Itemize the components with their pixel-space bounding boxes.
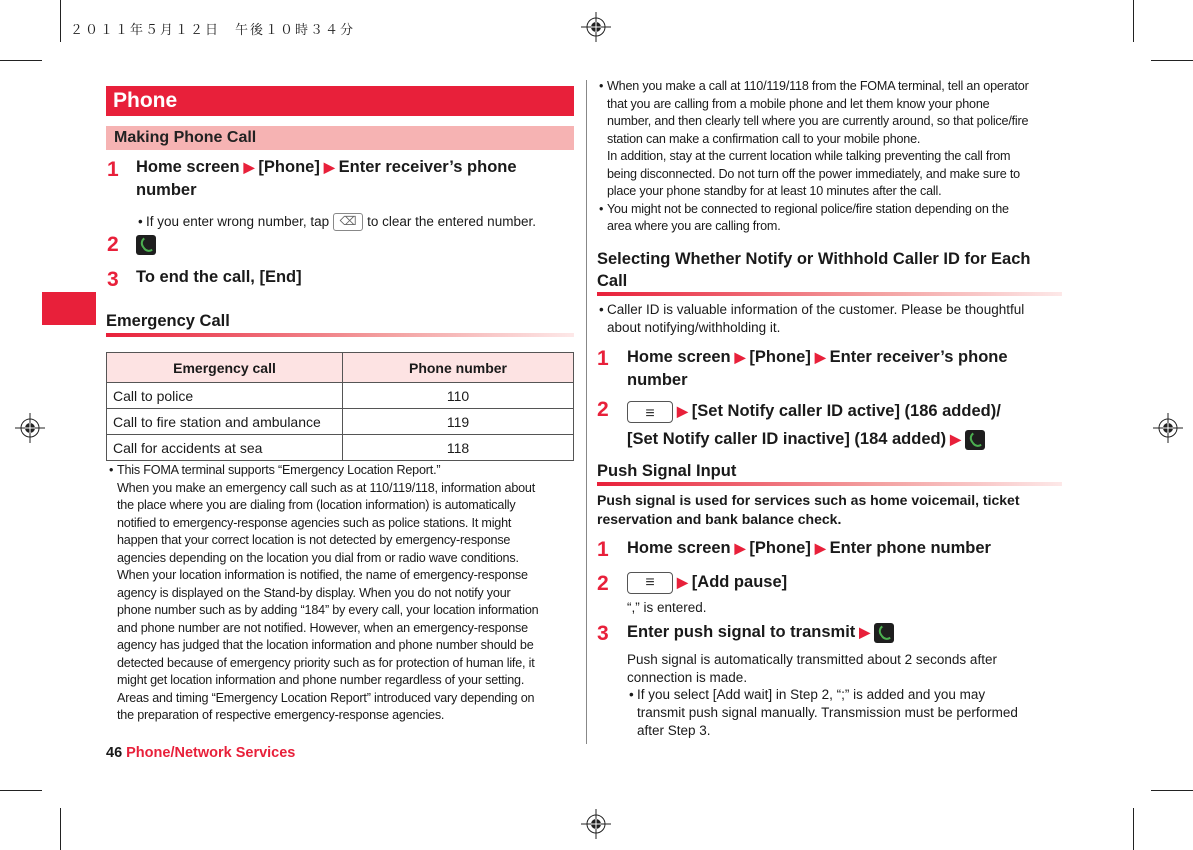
note-line: place your phone standby for at least 10 minutes after the call. [607,184,942,198]
note-line: • When you make a call at 110/119/118 from the FOMA terminal, tell an operator [607,78,1077,96]
section-side-tab [42,292,96,325]
section-rule [597,292,1062,296]
caller-id-note [607,301,1067,337]
crop-mark [60,0,61,42]
note-line: When your location information is notified, the name of emergency-response [117,568,528,582]
step-3-text: To end the call, [End] [136,268,302,286]
step-2-content [136,235,156,255]
registration-mark-icon [581,809,611,839]
registration-mark-icon [1153,413,1183,443]
step-text-part: Enter phone number [829,539,991,557]
note-line: area where you are calling from. [607,219,781,233]
note-line: In addition, stay at the current location while talking preventing the call from [607,149,1011,163]
push-step-1-text [627,537,991,560]
step-text-part: Home screen [627,539,731,557]
step-text-part: [Set Notify caller ID active] (186 added)/ [691,402,1001,420]
push-step-3-text [627,621,894,644]
note-line: that you are calling from a mobile phone and let them know your phone [607,96,990,111]
arrow-right-icon: ▶ [734,349,746,365]
arrow-right-icon: ▶ [677,403,688,419]
crop-mark [1151,790,1193,791]
arrow-right-icon: ▶ [859,624,871,640]
section-title-emergency: Emergency Call [106,312,230,330]
page-number: 46 [106,745,123,761]
note-line: number, and then clearly tell where you are currently around, so that police/fire [607,114,1029,128]
note-line: connection is made. [627,670,748,685]
registration-mark-icon [15,413,45,443]
step-text-part: [Phone] [749,539,811,557]
step-text-part: [Add pause] [691,573,788,591]
note-line: When you make an emergency call such as at 110/119/118, information about [117,480,536,495]
section-rule [597,482,1062,486]
note-text: to clear the entered number. [367,214,536,229]
emergency-location-note [117,462,587,725]
note-line: Push signal is automatically transmitted about 2 seconds after [627,652,997,667]
section-title-line: Selecting Whether Notify or Withhold Caller ID for Each [597,250,1031,268]
step-text-part: Enter receiver’s phone [829,348,1008,366]
note-line: and phone number are not notified. However, when an emergency-response [117,620,528,635]
step-1-text [136,156,576,202]
step-text-part: Home screen [136,158,240,176]
intro-line: Push signal is used for services such as home voicemail, ticket [597,492,1020,508]
step-number: 2 [107,233,119,256]
call-key-icon [965,430,985,450]
push-step-2-note: “,” is entered. [627,600,707,615]
note-line: • Caller ID is valuable information of the customer. Please be thoughtful [607,302,1025,317]
table-cell: Call for accidents at sea [107,435,343,461]
intro-line: reservation and bank balance check. [597,511,842,527]
step-text-part: Home screen [627,348,731,366]
table-header: Phone number [343,353,574,383]
step-text-part: [Set Notify caller ID inactive] (184 added) [627,430,947,448]
table-cell: 110 [343,383,574,409]
table-header-row [107,353,574,383]
note-line: station can make a confirmation call to your mobile phone. [607,131,921,146]
page-title: Phone [106,86,574,116]
note-line: after Step 3. [637,723,711,738]
arrow-right-icon: ▶ [677,574,688,590]
note-line: the preparation of respective emergency-response agencies. [117,708,445,722]
note-line: happen that your correct location is not detected by emergency-response [117,533,511,547]
note-text: If you enter wrong number, tap [146,214,330,229]
push-signal-intro [597,491,1067,529]
caller-id-step-1-text [627,346,1067,392]
arrow-right-icon: ▶ [323,159,335,175]
step-1-note [146,213,576,231]
step-text-part: Enter push signal to transmit [627,623,856,641]
note-line: • This FOMA terminal supports “Emergency Location Report.” [117,462,587,480]
step-number: 1 [107,158,119,181]
clear-key-icon [333,213,363,231]
call-key-icon [136,235,156,255]
section-title-making-call: Making Phone Call [106,126,574,150]
table-cell: 119 [343,409,574,435]
note-line: Areas and timing “Emergency Location Report” introduced vary depending on [117,690,535,705]
note-line: transmit push signal manually. Transmission must be performed [637,705,1018,720]
step-text-part: [Phone] [258,158,320,176]
step-text-part: [Phone] [749,348,811,366]
push-step-3-note [627,651,1067,687]
table-row [107,383,574,409]
print-timestamp: ２０１１年５月１２日 午後１０時３４分 [70,23,356,38]
emergency-call-table [106,352,574,461]
footer-section-name: Phone/Network Services [126,745,296,761]
push-step-3-bullet [637,686,1067,740]
table-header: Emergency call [107,353,343,383]
note-line: • If you select [Add wait] in Step 2, “;” is added and you may [637,687,986,702]
arrow-right-icon: ▶ [243,159,255,175]
emergency-operator-note [607,78,1077,236]
note-line: the place where you are dialing from (location information) is automatically [117,498,516,512]
note-line: detected because of emergency priority such as for protection of human life, it [117,655,535,670]
call-key-icon [874,623,894,643]
table-cell: 118 [343,435,574,461]
arrow-right-icon: ▶ [950,431,961,447]
step-number: 2 [597,572,609,595]
page-footer [106,745,295,761]
crop-mark [1151,60,1193,61]
section-title-push-signal: Push Signal Input [597,462,737,480]
step-number: 2 [597,398,609,421]
note-line: agency has judged that the location information and phone number should be [117,638,534,652]
crop-mark [0,60,42,61]
arrow-right-icon: ▶ [734,540,746,556]
note-line: • You might not be connected to regional police/fire station depending on the [607,201,1077,219]
note-line: phone number such as by adding “184” by every call, your location information [117,603,539,617]
step-text-part: number [627,371,688,389]
arrow-right-icon: ▶ [814,349,826,365]
menu-key-icon [627,401,673,423]
step-text-part: number [136,181,197,199]
crop-mark [1133,0,1134,42]
section-rule [106,333,574,337]
table-cell: Call to police [107,383,343,409]
table-row [107,409,574,435]
caller-id-step-2-text [627,397,1072,453]
arrow-right-icon: ▶ [814,540,826,556]
table-cell: Call to fire station and ambulance [107,409,343,435]
section-title-line: Call [597,272,628,290]
note-line: notified to emergency-response agencies such as police stations. It might [117,515,512,530]
crop-mark [0,790,42,791]
step-number: 1 [597,538,609,561]
note-line: agency is displayed on the Stand-by display. When you do not notify your [117,585,511,600]
note-line: being disconnected. Do not turn off the power immediately, and make sure to [607,166,1020,181]
step-number: 1 [597,347,609,370]
step-text-part: Enter receiver’s phone [338,158,517,176]
step-number: 3 [597,622,609,645]
crop-mark [60,808,61,850]
note-line: agencies depending on the location you dial from or radio wave conditions. [117,550,519,565]
crop-mark [1133,808,1134,850]
push-step-2-text [627,571,787,594]
note-line: about notifying/withholding it. [607,320,781,335]
table-row [107,435,574,461]
registration-mark-icon [581,12,611,42]
section-title-caller-id [597,248,1067,292]
note-line: might get location information and phone number regardless of your setting. [117,673,525,687]
step-number: 3 [107,268,119,291]
menu-key-icon [627,572,673,594]
